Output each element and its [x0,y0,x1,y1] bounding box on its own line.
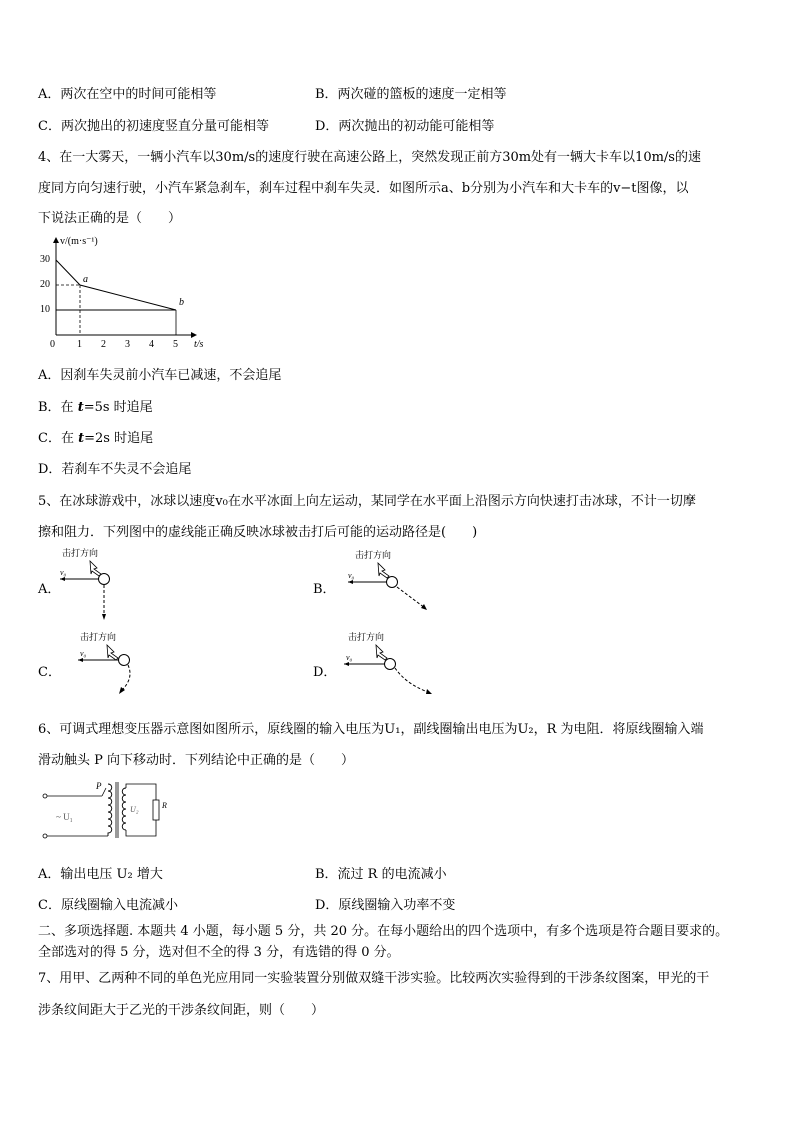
strike-direction-label: 击打方向 [80,632,117,642]
q5-label-d: D． [313,665,337,680]
v0-label: v₀ [346,653,353,662]
v0-label: v₀ [80,649,87,658]
input-terminal-bottom [43,834,47,838]
strike-direction-label: 击打方向 [348,632,385,642]
x-tick-5: 5 [173,339,178,350]
q5-label-b: B． [313,582,336,597]
point-b-label: b [179,297,184,308]
q4-stem-line1: 4、在一大雾天，一辆小汽车以30m/s的速度行驶在高速公路上，突然发现正前方30m处有一辆大卡车以10m/s的速 [38,150,701,165]
q4-stem-line2: 度同方向匀速行驶，小汽车紧急刹车，刹车过程中刹车失灵．如图所示a、b分别为小汽车和大卡车的v−t图像，以 [38,181,689,196]
q7-stem-line2: 涉条纹间距大于乙光的干涉条纹间距，则（ ） [38,1003,325,1018]
path-arrowhead-icon [421,604,427,610]
dashed-path [397,587,425,608]
y-tick-30: 30 [40,254,50,265]
u2-label: U₂ [130,805,139,814]
q6-option-d: D．原线圈输入功率不变 [315,898,456,913]
velocity-arrowhead-icon [60,577,65,581]
strike-arrow-icon [378,563,389,578]
strike-arrow-icon [376,645,387,660]
strike-arrow-icon [107,645,118,660]
puck [387,577,398,588]
q5-stem-line2: 擦和阻力．下列图中的虚线能正确反映冰球被击打后可能的运动路径是( ) [38,525,478,540]
q5-label-a: A． [38,582,61,597]
q4-vt-graph [36,232,206,350]
x-tick-4: 4 [149,339,154,350]
path-arrowhead-icon [119,687,125,694]
point-a-label: a [83,274,88,285]
q5-label-c: C． [38,665,61,680]
output-wire-bottom [126,820,156,836]
y-axis-label: v/(m·s⁻¹) [60,236,98,247]
x-tick-0: 0 [50,339,55,350]
path-arrowhead-icon [102,614,106,620]
x-tick-2: 2 [101,339,106,350]
q7-stem-line1: 7、用甲、乙两种不同的单色光应用同一实验装置分别做双缝干涉实验。比较两次实验得到的干涉条纹图案，甲光的干 [38,971,710,986]
q4-option-a: A．因刹车失灵前小汽车已减速，不会追尾 [38,368,282,383]
resistor-r [153,800,159,820]
velocity-arrowhead-icon [344,662,349,666]
q5-diagram-d [340,628,440,700]
section2-instructions-line2: 全部选对的得 5 分，选对但不全的得 3 分，有选错的得 0 分。 [38,945,400,960]
q5-diagram-b [345,546,435,616]
strike-direction-label: 击打方向 [62,548,99,558]
slider-p-label: P [96,781,102,791]
puck [99,574,110,585]
path-arrowhead-icon [426,689,432,694]
y-tick-10: 10 [40,304,50,315]
q5-diagram-a [56,544,126,624]
velocity-arrowhead-icon [348,580,353,584]
q6-stem-line1: 6、可调式理想变压器示意图如图所示，原线圈的输入电压为U₁，副线圈输出电压为U₂，R 为电阻．将原线圈输入端 [38,722,704,737]
section2-instructions-line1: 二、多项选择题. 本题共 4 小题，每小题 5 分，共 20 分。在每小题给出的四个选项中，有多个选项是符合题目要求的。 [38,924,729,939]
q6-transformer-circuit [38,776,168,846]
dashed-path [122,665,130,690]
v0-label: v₀ [348,571,355,580]
r-label: R [162,801,167,810]
q5-diagram-c [74,628,144,703]
puck [385,659,396,670]
input-terminal-top [43,794,47,798]
q3-option-b: B．两次碰的篮板的速度一定相等 [315,87,507,102]
primary-coil [108,784,112,836]
v0-label: v₀ [60,568,67,577]
q4-option-b: B．在 t=5s 时追尾 [38,400,153,415]
q6-stem-line2: 滑动触头 P 向下移动时．下列结论中正确的是（ ） [38,753,355,768]
q4-option-c: C．在 t=2s 时追尾 [38,431,154,446]
q6-option-a: A．输出电压 U₂ 增大 [38,867,163,882]
q3-option-d: D．两次抛出的初动能可能相等 [315,119,495,134]
q4-option-d: D．若刹车不失灵不会追尾 [38,462,192,477]
x-tick-3: 3 [125,339,130,350]
q3-option-c: C．两次抛出的初速度竖直分量可能相等 [38,119,269,134]
output-wire-top [126,784,156,800]
u1-label: ~ U₁ [56,812,73,822]
q5-stem-line1: 5、在冰球游戏中，冰球以速度v₀在水平冰面上向左运动，某同学在水平面上沿图示方向快速打击冰球，不计一切摩 [38,494,696,509]
puck [119,655,130,666]
x-tick-1: 1 [77,339,82,350]
strike-direction-label: 击打方向 [355,550,392,560]
y-tick-20: 20 [40,279,50,290]
strike-arrow-icon [90,561,101,576]
q3-option-a: A．两次在空中的时间可能相等 [38,87,217,102]
q4-stem-line3: 下说法正确的是（ ） [38,211,182,226]
velocity-arrowhead-icon [78,658,83,662]
secondary-coil [122,788,126,830]
q6-option-c: C．原线圈输入电流减小 [38,898,178,913]
dashed-path [395,668,428,692]
x-axis-label: t/s [194,339,204,350]
slider-contact-icon [102,788,106,796]
q6-option-b: B．流过 R 的电流减小 [315,867,447,882]
